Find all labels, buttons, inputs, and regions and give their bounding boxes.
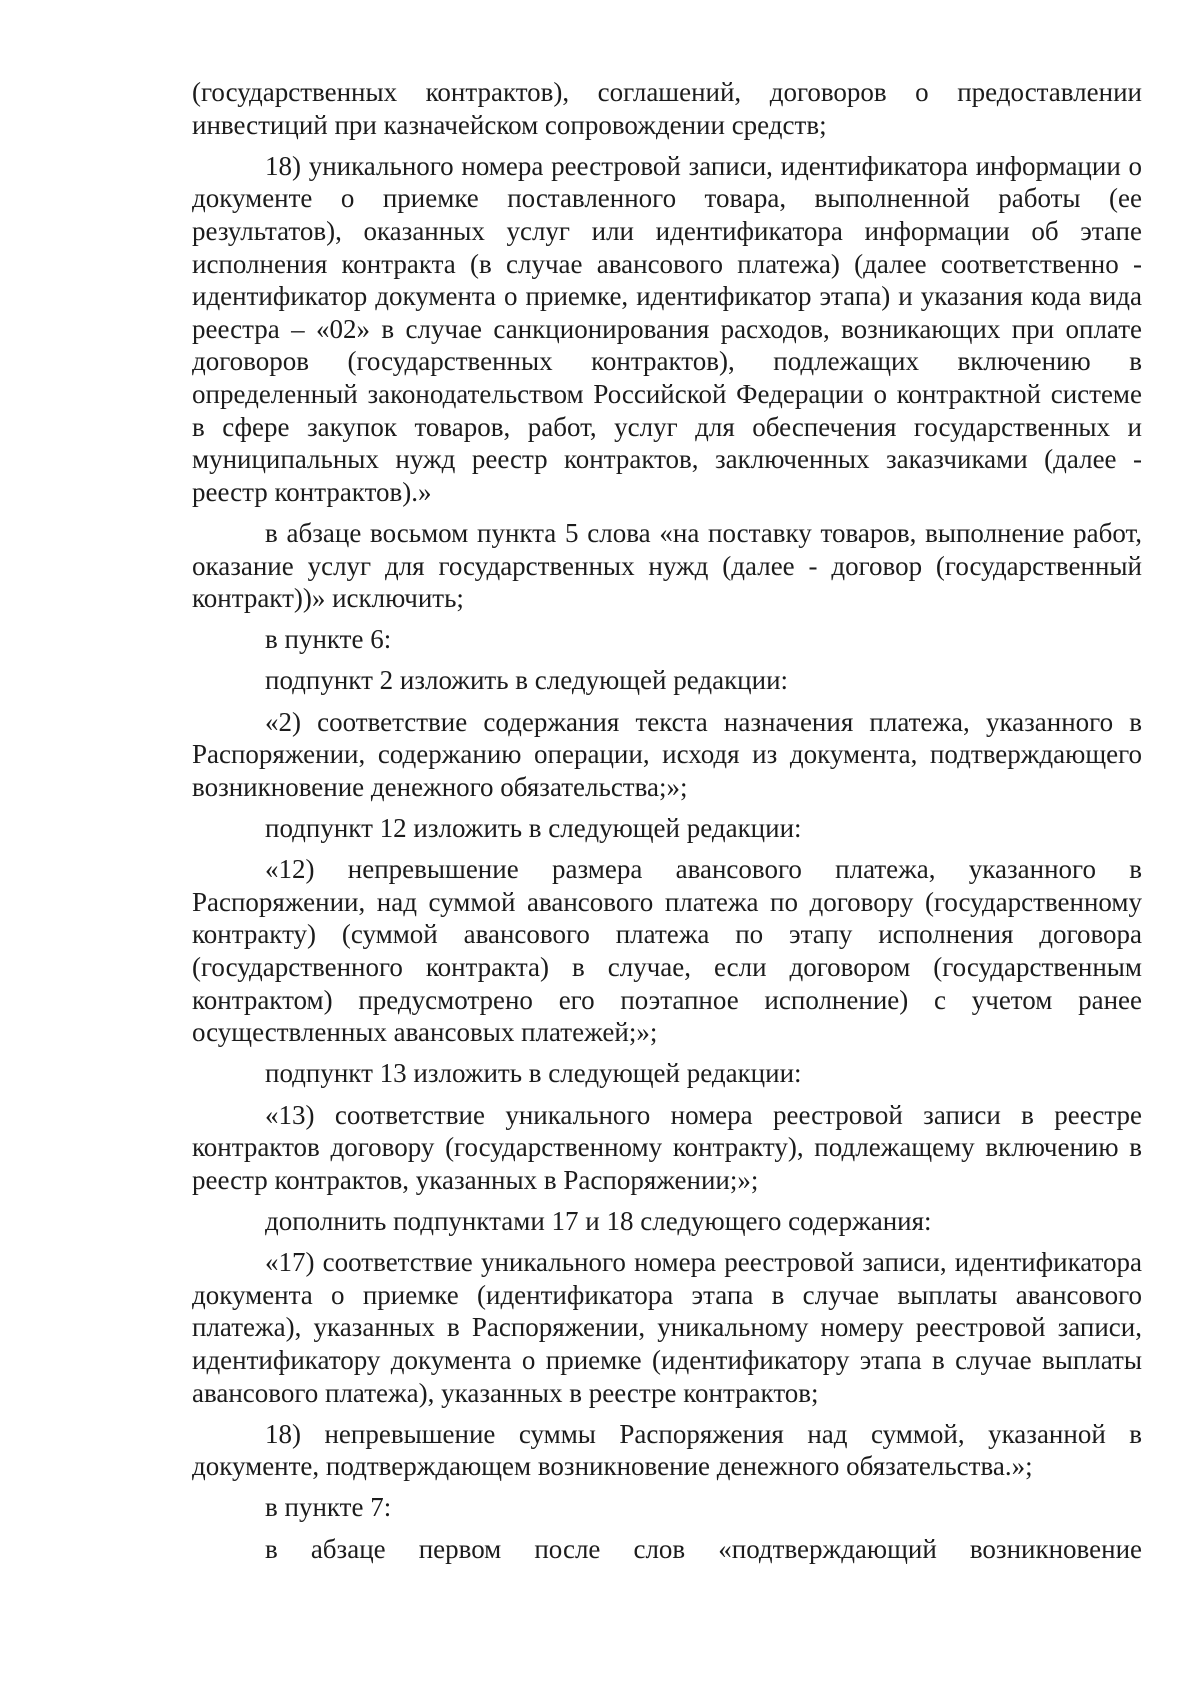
paragraph-subpoint-12-intro: подпункт 12 изложить в следующей редакции: <box>265 813 802 844</box>
paragraph-point-6-heading: в пункте 6: <box>265 624 392 655</box>
paragraph-subpoint-18-text: 18) непревышение суммы Распоряжения над суммой, указанной в документе, подтверждающем возникновение денежного обязательства.»; <box>192 1418 1142 1482</box>
paragraph-point-7-heading: в пункте 7: <box>265 1492 392 1523</box>
paragraph-add-subpoints-intro: дополнить подпунктами 17 и 18 следующего содержания: <box>265 1205 932 1236</box>
paragraph-subpoint-2-intro: подпункт 2 изложить в следующей редакции: <box>265 665 789 696</box>
paragraph-continuation: (государственных контрактов), соглашений, договоров о предоставлении инвестиций при казначейском сопровождении средств; <box>192 77 1142 140</box>
paragraph-subpoint-13-text: «13) соответствие уникального номера реестровой записи в реестре контрактов договору (государственному контракту), подлежащему включению в реестр контрактов, указанных в Распоряжении;»; <box>192 1099 1142 1195</box>
paragraph-point-5-amendment: в абзаце восьмом пункта 5 слова «на поставку товаров, выполнение работ, оказание услуг для государственных нужд (далее - договор (государственный контракт))» исключить; <box>192 517 1142 614</box>
paragraph-subpoint-17-text: «17) соответствие уникального номера реестровой записи, идентификатора документа о приемке (идентификатора этапа в случае выплаты авансового платежа), указанных в Распоряжении, уникальному номеру реестровой записи, идентификатору документа о приемке (идентификатору этапа в случае выплаты авансового платежа), указанных в реестре контрактов; <box>192 1247 1142 1408</box>
paragraph-item-18-identifier: 18) уникального номера реестровой записи, идентификатора информации о документе о приемке поставленного товара, выполненной работы (ее результатов), оказанных услуг или идентификатора информации об этапе исполнения контракта (в случае авансового платежа) (далее соответственно - идентификатор документа о приемке, идентификатор этапа) и указания кода вида реестра – «02» в случае санкционирования расходов, возникающих при оплате договоров (государственных контрактов), подлежащих включению в определенный законодательством Российской Федерации о контрактной системе в сфере закупок товаров, работ, услуг для обеспечения государственных и муниципальных нужд реестр контрактов, заключенных заказчиками (далее - реестр контрактов).» <box>192 150 1142 507</box>
paragraph-subpoint-13-intro: подпункт 13 изложить в следующей редакции: <box>265 1058 802 1089</box>
document-page <box>192 76 1142 1574</box>
paragraph-point-7-first-line: в абзаце первом после слов «подтверждающий возникновение <box>265 1533 1142 1564</box>
paragraph-subpoint-2-text: «2) соответствие содержания текста назначения платежа, указанного в Распоряжении, содержанию операции, исходя из документа, подтверждающего возникновение денежного обязательства;»; <box>192 706 1142 802</box>
paragraph-subpoint-12-text: «12) непревышение размера авансового платежа, указанного в Распоряжении, над суммой авансового платежа по договору (государственному контракту) (суммой авансового платежа по этапу исполнения договора (государственного контракта) в случае, если договором (государственным контрактом) предусмотрено его поэтапное исполнение) с учетом ранее осуществленных авансовых платежей;»; <box>192 854 1142 1048</box>
